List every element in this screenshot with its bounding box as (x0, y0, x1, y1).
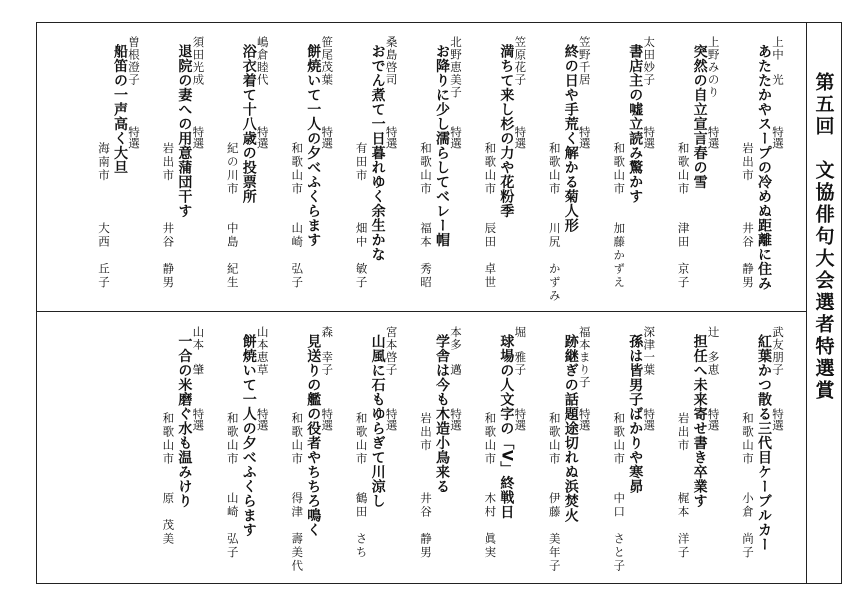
selector-city: 海南市 (97, 142, 111, 183)
selector-name: 木村 眞実 (483, 492, 498, 560)
haiku-entry (97, 30, 141, 304)
selector-city: 有田市 (354, 142, 369, 183)
haiku-entry (547, 30, 592, 304)
selector-name: 山崎 弘子 (225, 492, 240, 560)
selector-name: 井谷 静男 (419, 492, 433, 560)
haiku-entry (483, 30, 528, 304)
haiku-text: 見送りの艦の役者やちちろ鳴く (305, 334, 322, 537)
poet-name: 山本恵草 (255, 326, 270, 376)
award-label: 特選 (577, 408, 592, 431)
selector-name: 中島 紀生 (225, 222, 240, 290)
award-label: 特選 (771, 126, 785, 149)
selector-city: 和歌山市 (290, 142, 305, 196)
poet-name: 嶋倉睦代 (255, 36, 270, 86)
selector-city: 和歌山市 (483, 412, 498, 466)
selector-name: 鶴田 さち (354, 492, 369, 560)
poet-name: 曽根澄子 (127, 36, 141, 86)
poet-name: 笹尾茂葉 (320, 36, 335, 86)
haiku-text: 書店主の嘘立読み驚かす (627, 44, 644, 204)
selector-name: 中口 さと子 (612, 492, 627, 573)
haiku-entry (161, 30, 206, 304)
haiku-text: お降りに少し濡らしてベレー帽 (434, 44, 450, 247)
poet-name: 武友朋子 (771, 326, 785, 376)
selector-name: 大西 丘子 (97, 222, 111, 290)
selector-city: 和歌山市 (419, 142, 433, 196)
poet-name: 桑島啓司 (384, 36, 399, 86)
selector-name: 辰田 卓世 (483, 222, 498, 290)
selector-name: 福本 秀昭 (419, 222, 433, 290)
haiku-entry (225, 320, 270, 576)
haiku-entry (225, 30, 270, 304)
haiku-entry (676, 30, 721, 304)
selector-name: 山崎 弘子 (290, 222, 305, 290)
selector-city: 岩出市 (741, 142, 755, 183)
poet-name: 上中 光 (771, 36, 785, 86)
haiku-text: 退院の妻への用意蒲団干す (176, 44, 193, 218)
selector-city: 紀の川市 (225, 142, 240, 196)
selector-city: 和歌山市 (741, 412, 755, 466)
poet-name: 森 幸子 (320, 326, 335, 376)
award-label: 特選 (320, 408, 335, 431)
selector-city: 和歌山市 (354, 412, 369, 466)
haiku-text: 孫は皆男子ばかりや寒昴 (627, 334, 644, 494)
award-label: 特選 (384, 408, 399, 431)
poet-name: 笠原花子 (513, 36, 528, 86)
award-label: 特選 (706, 408, 721, 431)
selector-name: 津田 京子 (676, 222, 691, 290)
selector-name: 得津 壽美代 (290, 492, 305, 573)
award-label: 特選 (642, 408, 657, 431)
haiku-entry (741, 30, 785, 304)
haiku-text: あたたかやスープの冷めぬ距離に住み (756, 44, 772, 291)
haiku-entry (419, 30, 463, 304)
poet-name: 笠野千居 (577, 36, 592, 86)
haiku-entry (483, 320, 528, 576)
award-label: 特選 (449, 126, 463, 149)
poet-name: 深津一葉 (642, 326, 657, 376)
poet-name: 辻 多恵 (706, 326, 721, 376)
selector-city: 和歌山市 (612, 412, 627, 466)
haiku-text: 終の日や手荒く解かる菊人形 (562, 44, 579, 233)
haiku-text: 球場の人文字の「V」終戦日 (498, 334, 515, 520)
award-label: 特選 (642, 126, 657, 149)
award-label: 特選 (255, 126, 270, 149)
haiku-text: 船笛の一声高く大旦 (112, 44, 128, 175)
selector-name: 梶本 洋子 (676, 492, 691, 560)
award-label: 特選 (255, 408, 270, 431)
award-label: 特選 (127, 126, 141, 149)
selector-name: 井谷 静男 (741, 222, 755, 290)
haiku-text: 学舎は今も木造小鳥来る (434, 334, 450, 494)
haiku-entry (290, 30, 335, 304)
haiku-entry (741, 320, 785, 576)
selector-name: 畑中 敏子 (354, 222, 369, 290)
haiku-text: 突然の自立宣言春の雪 (691, 44, 708, 189)
haiku-entry (419, 320, 463, 576)
haiku-text: おでん煮て一日暮れゆく余生かな (369, 44, 386, 262)
poet-name: 上野みのり (706, 36, 721, 99)
selector-name: 原 茂美 (161, 492, 176, 546)
award-label: 特選 (384, 126, 399, 149)
page-title: 第五回 文協俳句大会選者特選賞 (812, 72, 835, 402)
award-label: 特選 (191, 408, 206, 431)
selector-city: 岩出市 (419, 412, 433, 453)
selector-city: 和歌山市 (612, 142, 627, 196)
selector-name: 井谷 静男 (161, 222, 176, 290)
selector-city: 和歌山市 (161, 412, 176, 466)
selector-name: 伊藤 美年子 (547, 492, 562, 573)
haiku-entry (547, 320, 592, 576)
poet-name: 北野恵美子 (449, 36, 463, 99)
haiku-text: 山風に石もゆらぎて川涼し (369, 334, 386, 508)
selector-city: 和歌山市 (225, 412, 240, 466)
haiku-entry (676, 320, 721, 576)
haiku-text: 浴衣着て十八歳の投票所 (240, 44, 257, 204)
selector-city: 和歌山市 (290, 412, 305, 466)
haiku-text: 担任へ未来寄せ書き卒業す (691, 334, 708, 508)
poet-name: 本多 邁 (449, 326, 463, 376)
award-label: 特選 (771, 408, 785, 431)
haiku-text: 紅葉かつ散る三代目ケーブルカー (756, 334, 772, 552)
award-label: 特選 (513, 126, 528, 149)
award-label: 特選 (320, 126, 335, 149)
haiku-text: 跡継ぎの話題途切れぬ浜焚火 (562, 334, 579, 523)
poet-name: 山本 肇 (191, 326, 206, 376)
award-label: 特選 (449, 408, 463, 431)
poet-name: 宮本啓子 (384, 326, 399, 376)
haiku-text: 満ちて来し杉の力や花粉季 (498, 44, 515, 218)
selector-city: 和歌山市 (483, 142, 498, 196)
haiku-entry (612, 320, 657, 576)
haiku-entry (354, 30, 399, 304)
selector-city: 和歌山市 (547, 142, 562, 196)
award-label: 特選 (706, 126, 721, 149)
selector-city: 岩出市 (161, 142, 176, 183)
poet-name: 須田光成 (191, 36, 206, 86)
haiku-text: 餅焼いて一人の夕べふくらます (240, 334, 257, 537)
award-label: 特選 (191, 126, 206, 149)
award-label: 特選 (577, 126, 592, 149)
section-divider (36, 311, 806, 312)
selector-city: 岩出市 (676, 412, 691, 453)
poet-name: 堀 雅子 (513, 326, 528, 376)
poet-name: 福本まり子 (577, 326, 592, 389)
haiku-text: 一合の米磨ぐ水も温みけり (176, 334, 193, 508)
selector-city: 和歌山市 (547, 412, 562, 466)
haiku-entry (290, 320, 335, 576)
selector-name: 川尻 かずみ (547, 222, 562, 303)
haiku-text: 餅焼いて一人の夕べふくらます (305, 44, 322, 247)
selector-city: 和歌山市 (676, 142, 691, 196)
selector-name: 加藤かずえ (612, 222, 627, 290)
haiku-entry (161, 320, 206, 576)
award-label: 特選 (513, 408, 528, 431)
selector-name: 小倉 尚子 (741, 492, 755, 560)
haiku-entry (354, 320, 399, 576)
haiku-entry (612, 30, 657, 304)
poet-name: 太田妙子 (642, 36, 657, 86)
